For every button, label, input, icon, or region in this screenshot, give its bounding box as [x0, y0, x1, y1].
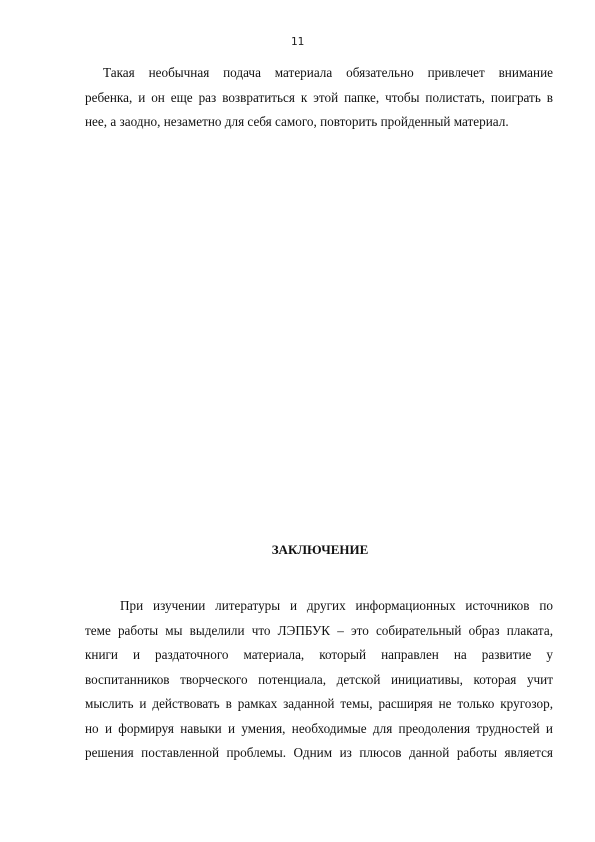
paragraph-line: мыслить и действовать в рамках заданной темы, расширяя не только кругозор, [85, 696, 553, 711]
paragraph-line: теме работы мы выделили что ЛЭПБУК – это собирательный образ плаката, [85, 622, 553, 638]
page-number: 11 [290, 35, 305, 48]
paragraph-line: воспитанников творческого потенциала, детской инициативы, которая учит [85, 671, 553, 687]
paragraph-line: Такая необычная подача материала обязательно привлечет внимание [103, 65, 553, 80]
paragraph-line: ребенка, и он еще раз возвратиться к этой папке, чтобы полистать, поиграть в [85, 89, 553, 105]
intro-paragraph [85, 61, 553, 135]
conclusion-paragraph [85, 594, 553, 766]
paragraph-line: нее, а заодно, незаметно для себя самого, повторить пройденный материал. [85, 114, 509, 129]
section-heading: ЗАКЛЮЧЕНИЕ [271, 542, 369, 557]
paragraph-line: книги и раздаточного материала, который направлен на развитие у [85, 647, 553, 662]
paragraph-line: но и формируя навыки и умения, необходимые для преодоления трудностей и [85, 720, 553, 736]
paragraph-line: решения поставленной проблемы. Одним из плюсов данной работы является [85, 745, 553, 760]
paragraph-line: При изучении литературы и других информационных источников по [120, 598, 553, 613]
